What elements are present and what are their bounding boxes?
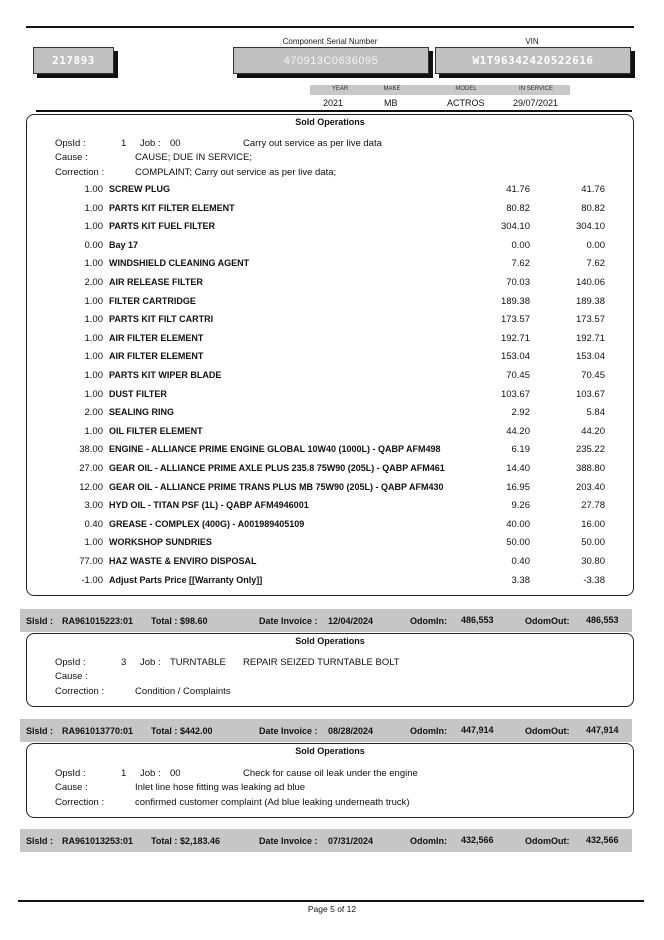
in-service-label: IN SERVICE	[519, 86, 553, 92]
opsid-label: OpsId :	[55, 768, 86, 779]
part-description: DUST FILTER	[109, 388, 167, 399]
part-unit-price: 40.00	[506, 518, 530, 530]
part-quantity: 1.00	[84, 258, 103, 270]
part-description: Adjust Parts Price [[Warranty Only]]	[109, 574, 263, 585]
part-unit-price: 189.38	[500, 295, 530, 307]
sold-operations-title: Sold Operations	[295, 746, 365, 756]
part-description: GEAR OIL - ALLIANCE PRIME AXLE PLUS 235.8 75W90 (205L) - QABP AFM461	[109, 463, 445, 473]
sold-operations-title: Sold Operations	[295, 636, 365, 646]
slsid-label: SlsId :	[26, 726, 54, 736]
cause-label: Cause :	[55, 671, 88, 682]
cause-label: Cause :	[55, 782, 88, 793]
part-extended-price: 50.00	[581, 537, 605, 549]
date-invoice-label: Date Invoice :	[259, 836, 318, 846]
top-rule	[26, 26, 634, 28]
part-line-item	[60, 389, 610, 406]
odom-out-label: OdomOut:	[525, 616, 570, 626]
job-description: Carry out service as per live data	[243, 138, 382, 149]
part-unit-price: 0.00	[511, 239, 530, 251]
part-quantity: -1.00	[81, 574, 103, 586]
date-invoice-value: 07/31/2024	[328, 836, 374, 846]
part-unit-price: 80.82	[506, 202, 530, 214]
part-unit-price: 103.67	[500, 388, 530, 400]
year-value: 2021	[323, 98, 344, 108]
part-unit-price: 41.76	[506, 184, 530, 195]
part-extended-price: 235.22	[575, 444, 605, 456]
make-value: MB	[384, 98, 398, 108]
total-value: $2,183.46	[180, 836, 221, 846]
correction-value: confirmed customer complaint (Ad blue leaking underneath truck)	[135, 797, 410, 808]
job-value: 00	[170, 138, 181, 149]
model-label: MODEL	[455, 86, 477, 92]
part-unit-price: 2.92	[511, 407, 530, 419]
part-unit-price: 44.20	[506, 425, 530, 437]
part-quantity: 1.00	[84, 425, 103, 437]
part-quantity: 12.00	[79, 481, 103, 493]
vin-box: W1T96342420522616	[435, 47, 631, 74]
correction-label: Correction :	[55, 167, 105, 178]
part-unit-price: 50.00	[506, 537, 530, 549]
part-quantity: 1.00	[84, 332, 103, 344]
part-description: SCREW PLUG	[109, 184, 171, 194]
part-line-item	[60, 333, 610, 350]
invoice-summary-3	[20, 829, 632, 852]
job-value: 00	[170, 768, 181, 779]
part-description: AIR FILTER ELEMENT	[109, 351, 204, 362]
part-quantity: 3.00	[84, 500, 103, 512]
part-unit-price: 14.40	[506, 463, 530, 474]
serial-label: Component Serial Number	[282, 37, 378, 46]
part-quantity: 0.00	[84, 239, 103, 251]
part-quantity: 0.40	[84, 518, 103, 530]
part-unit-price: 3.38	[511, 574, 530, 586]
part-extended-price: 44.20	[581, 425, 605, 437]
slsid-value: RA961013770:01	[62, 726, 134, 736]
part-quantity: 1.00	[84, 221, 103, 233]
part-extended-price: 30.80	[581, 556, 605, 567]
vehicle-info-header	[310, 85, 570, 95]
vin-label: VIN	[525, 37, 539, 46]
part-unit-price: 7.62	[511, 258, 530, 270]
part-quantity: 1.00	[84, 537, 103, 549]
job-label: Job :	[140, 138, 161, 149]
part-line-item	[60, 537, 610, 554]
part-line-item	[60, 426, 610, 443]
part-line-item	[60, 444, 610, 461]
slsid-value: RA961015223:01	[62, 616, 134, 626]
part-description: PARTS KIT FUEL FILTER	[109, 221, 215, 232]
invoice-summary-2	[20, 719, 632, 742]
job-description: REPAIR SEIZED TURNTABLE BOLT	[243, 657, 400, 668]
part-extended-price: 140.06	[575, 277, 605, 288]
job-value: TURNTABLE	[170, 657, 226, 668]
odom-out-label: OdomOut:	[525, 726, 570, 736]
job-description: Check for cause oil leak under the engine	[243, 768, 418, 779]
part-extended-price: 80.82	[581, 202, 605, 214]
part-extended-price: 7.62	[586, 258, 605, 270]
part-unit-price: 9.26	[511, 500, 530, 512]
part-description: PARTS KIT FILT CARTRI	[109, 314, 214, 325]
part-line-item	[60, 575, 610, 592]
part-line-item	[60, 221, 610, 238]
part-description: HAZ WASTE & ENVIRO DISPOSAL	[109, 556, 257, 566]
part-extended-price: 0.00	[586, 239, 605, 251]
slsid-value: RA961013253:01	[62, 836, 134, 846]
cause-label: Cause :	[55, 152, 88, 163]
unit-number-box: 217893	[33, 47, 114, 74]
total-label: Total :	[151, 616, 178, 626]
in-service-value: 29/07/2021	[513, 98, 559, 108]
odom-in-label: OdomIn:	[410, 616, 447, 626]
part-extended-price: -3.38	[583, 574, 605, 586]
total-value: $442.00	[180, 726, 213, 736]
part-line-item	[60, 277, 610, 294]
opsid-value: 3	[121, 657, 127, 668]
part-extended-price: 153.04	[575, 351, 605, 363]
correction-label: Correction :	[55, 797, 105, 808]
part-description: SEALING RING	[109, 407, 175, 418]
part-description: HYD OIL - TITAN PSF (1L) - QABP AFM4946001	[109, 500, 309, 511]
job-label: Job :	[140, 768, 161, 779]
part-line-item	[60, 556, 610, 573]
part-line-item	[60, 240, 610, 257]
part-unit-price: 0.40	[511, 556, 530, 567]
invoice-summary-1	[20, 609, 632, 632]
part-unit-price: 70.45	[506, 370, 530, 381]
part-description: PARTS KIT WIPER BLADE	[109, 370, 222, 380]
part-line-item	[60, 500, 610, 517]
part-extended-price: 16.00	[581, 518, 605, 530]
page-number: Page 5 of 12	[307, 904, 357, 914]
date-invoice-value: 08/28/2024	[328, 726, 374, 736]
footer-rule	[18, 900, 644, 902]
part-line-item	[60, 258, 610, 275]
part-extended-price: 173.57	[575, 314, 605, 326]
serial-number-box: 470913C0636095	[233, 47, 429, 74]
part-unit-price: 16.95	[506, 481, 530, 493]
odom-in-label: OdomIn:	[410, 726, 447, 736]
part-quantity: 1.00	[84, 295, 103, 307]
part-line-item	[60, 184, 610, 201]
correction-value: Condition / Complaints	[135, 686, 231, 697]
cause-value: CAUSE; DUE IN SERVICE;	[135, 152, 253, 163]
odom-in-label: OdomIn:	[410, 836, 447, 846]
part-description: FILTER CARTRIDGE	[109, 295, 196, 306]
slsid-label: SlsId :	[26, 836, 54, 846]
part-line-item	[60, 519, 610, 536]
slsid-label: SlsId :	[26, 616, 54, 626]
part-quantity: 2.00	[84, 407, 103, 419]
sold-operations-title: Sold Operations	[295, 117, 365, 127]
part-quantity: 77.00	[79, 556, 103, 567]
part-line-item	[60, 482, 610, 499]
opsid-label: OpsId :	[55, 657, 86, 668]
part-quantity: 1.00	[84, 314, 103, 326]
part-quantity: 27.00	[79, 463, 103, 474]
opsid-value: 1	[121, 138, 127, 149]
sold-operations-section-3	[26, 743, 634, 818]
part-line-item	[60, 314, 610, 331]
header-rule	[36, 110, 632, 112]
sold-operations-section-2	[26, 633, 634, 707]
job-label: Job :	[140, 657, 161, 668]
part-extended-price: 27.78	[581, 500, 605, 512]
part-description: AIR RELEASE FILTER	[109, 277, 203, 287]
part-unit-price: 153.04	[500, 351, 530, 363]
part-description: ENGINE - ALLIANCE PRIME ENGINE GLOBAL 10W40 (1000L) - QABP AFM498	[109, 444, 441, 455]
part-quantity: 1.00	[84, 388, 103, 400]
total-value: $98.60	[180, 616, 208, 626]
part-unit-price: 6.19	[511, 444, 530, 456]
total-label: Total :	[151, 726, 178, 736]
part-description: Bay 17	[109, 239, 139, 250]
part-description: GEAR OIL - ALLIANCE PRIME TRANS PLUS MB 75W90 (205L) - QABP AFM430	[109, 481, 444, 492]
part-extended-price: 192.71	[575, 332, 605, 344]
part-line-item	[60, 370, 610, 387]
date-invoice-value: 12/04/2024	[328, 616, 374, 626]
total-label: Total :	[151, 836, 178, 846]
year-label: YEAR	[331, 86, 349, 92]
odom-out-value: 447,914	[586, 725, 619, 735]
odom-out-value: 486,553	[586, 615, 619, 625]
odom-in-value: 447,914	[461, 725, 494, 735]
opsid-value: 1	[121, 768, 127, 779]
cause-value: Inlet line hose fitting was leaking ad blue	[135, 782, 306, 793]
part-description: AIR FILTER ELEMENT	[109, 332, 204, 343]
part-quantity: 1.00	[84, 202, 103, 214]
part-unit-price: 304.10	[500, 221, 530, 233]
part-unit-price: 192.71	[500, 332, 530, 344]
correction-value: COMPLAINT; Carry out service as per live data;	[135, 167, 337, 178]
part-quantity: 2.00	[84, 277, 103, 288]
part-quantity: 1.00	[84, 370, 103, 381]
part-extended-price: 189.38	[575, 295, 605, 307]
part-quantity: 38.00	[79, 444, 103, 456]
odom-out-value: 432,566	[586, 835, 619, 845]
part-description: WORKSHOP SUNDRIES	[109, 537, 212, 548]
make-label: MAKE	[383, 86, 401, 92]
part-extended-price: 5.84	[586, 407, 605, 419]
part-description: GREASE - COMPLEX (400G) - A001989405109	[109, 518, 305, 529]
opsid-label: OpsId :	[55, 138, 86, 149]
part-extended-price: 388.80	[575, 463, 605, 474]
part-quantity: 1.00	[84, 184, 103, 195]
part-line-item	[60, 407, 610, 424]
part-extended-price: 103.67	[575, 388, 605, 400]
part-description: PARTS KIT FILTER ELEMENT	[109, 202, 235, 213]
part-line-item	[60, 296, 610, 313]
part-unit-price: 70.03	[506, 277, 530, 288]
part-extended-price: 70.45	[581, 370, 605, 381]
part-line-item	[60, 351, 610, 368]
date-invoice-label: Date Invoice :	[259, 726, 318, 736]
odom-out-label: OdomOut:	[525, 836, 570, 846]
odom-in-value: 432,566	[461, 835, 494, 845]
model-value: ACTROS	[447, 98, 485, 108]
part-quantity: 1.00	[84, 351, 103, 363]
part-extended-price: 41.76	[581, 184, 605, 195]
part-line-item	[60, 463, 610, 480]
part-description: OIL FILTER ELEMENT	[109, 425, 203, 436]
date-invoice-label: Date Invoice :	[259, 616, 318, 626]
part-extended-price: 203.40	[575, 481, 605, 493]
part-description: WINDSHIELD CLEANING AGENT	[109, 258, 250, 269]
part-unit-price: 173.57	[500, 314, 530, 326]
part-line-item	[60, 203, 610, 220]
part-extended-price: 304.10	[575, 221, 605, 233]
odom-in-value: 486,553	[461, 615, 494, 625]
correction-label: Correction :	[55, 686, 105, 697]
